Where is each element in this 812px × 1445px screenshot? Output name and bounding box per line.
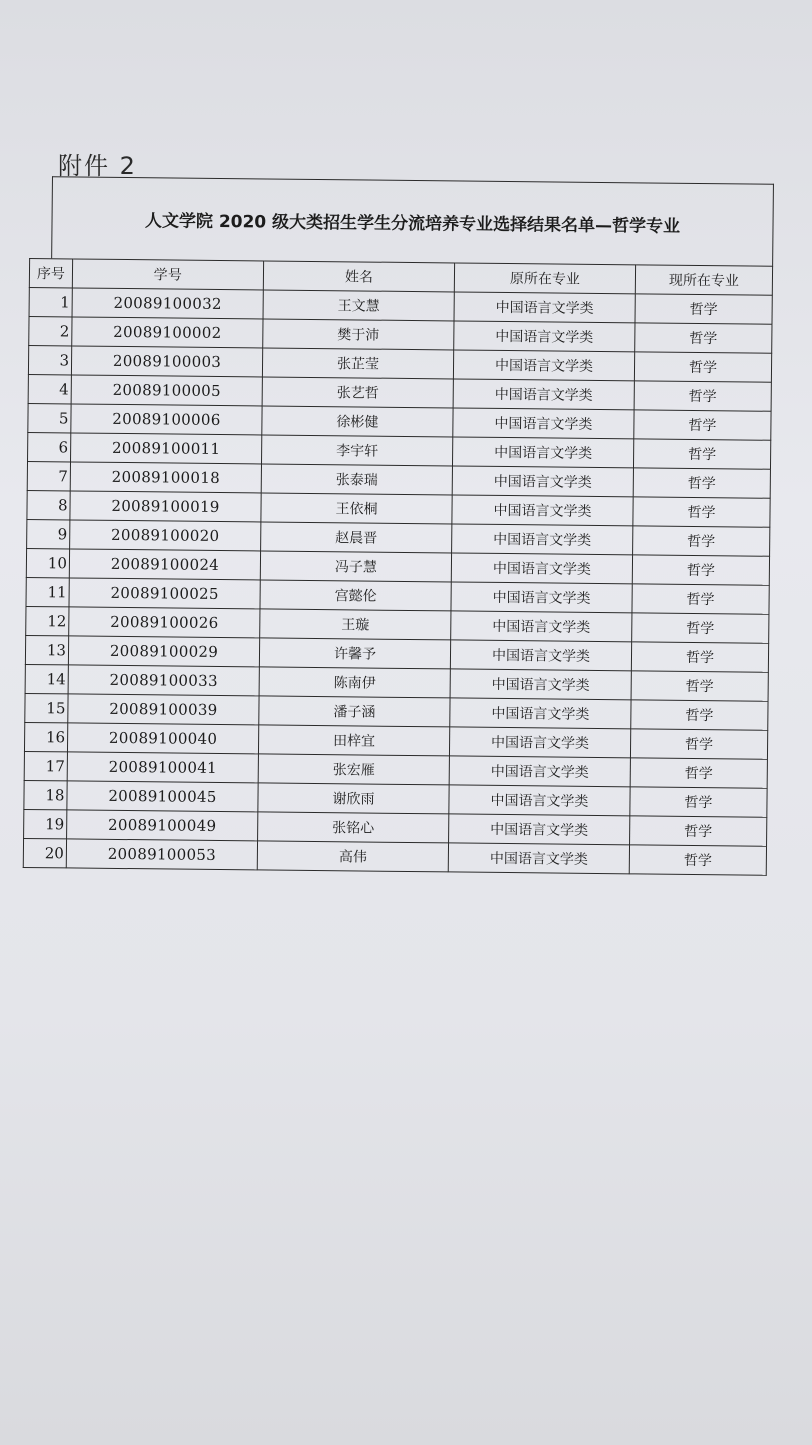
cell-seq: 13: [25, 635, 68, 664]
cell-current-major: 哲学: [630, 787, 767, 817]
cell-student-id: 20089100041: [67, 752, 258, 783]
cell-original-major: 中国语言文学类: [453, 379, 634, 410]
cell-original-major: 中国语言文学类: [449, 727, 630, 758]
cell-original-major: 中国语言文学类: [449, 814, 630, 845]
cell-name: 陈南伊: [259, 667, 450, 698]
cell-current-major: 哲学: [633, 439, 770, 469]
cell-original-major: 中国语言文学类: [453, 350, 634, 381]
cell-name: 张宏雁: [258, 754, 449, 785]
cell-student-id: 20089100032: [72, 288, 263, 319]
cell-original-major: 中国语言文学类: [450, 640, 631, 671]
cell-original-major: 中国语言文学类: [454, 321, 635, 352]
cell-original-major: 中国语言文学类: [452, 524, 633, 555]
cell-student-id: 20089100033: [68, 665, 259, 696]
cell-student-id: 20089100024: [69, 549, 260, 580]
cell-seq: 20: [23, 838, 66, 867]
cell-seq: 1: [29, 287, 72, 316]
header-student-id: 学号: [72, 259, 263, 290]
attachment-label: 附件 2: [58, 152, 137, 180]
cell-seq: 4: [28, 374, 71, 403]
cell-current-major: 哲学: [630, 816, 767, 846]
cell-current-major: 哲学: [634, 410, 771, 440]
header-original-major: 原所在专业: [454, 263, 635, 294]
cell-original-major: 中国语言文学类: [450, 669, 631, 700]
cell-current-major: 哲学: [629, 845, 766, 875]
cell-student-id: 20089100018: [70, 462, 261, 493]
cell-name: 张芷莹: [262, 348, 453, 379]
cell-current-major: 哲学: [630, 758, 767, 788]
cell-current-major: 哲学: [630, 729, 767, 759]
cell-name: 张艺哲: [262, 377, 453, 408]
cell-student-id: 20089100025: [69, 578, 260, 609]
cell-student-id: 20089100040: [67, 723, 258, 754]
cell-original-major: 中国语言文学类: [453, 408, 634, 439]
cell-current-major: 哲学: [635, 294, 772, 324]
cell-current-major: 哲学: [632, 613, 769, 643]
cell-name: 许馨予: [259, 638, 450, 669]
cell-original-major: 中国语言文学类: [449, 785, 630, 816]
cell-current-major: 哲学: [634, 352, 771, 382]
cell-name: 徐彬健: [262, 406, 453, 437]
cell-student-id: 20089100049: [67, 810, 258, 841]
cell-original-major: 中国语言文学类: [448, 843, 629, 874]
cell-name: 王依桐: [261, 493, 452, 524]
cell-student-id: 20089100002: [72, 317, 263, 348]
results-sheet: [23, 176, 780, 876]
cell-original-major: 中国语言文学类: [452, 495, 633, 526]
cell-seq: 12: [26, 606, 69, 635]
cell-current-major: 哲学: [632, 555, 769, 585]
cell-current-major: 哲学: [635, 323, 772, 353]
cell-original-major: 中国语言文学类: [451, 611, 632, 642]
cell-original-major: 中国语言文学类: [451, 582, 632, 613]
header-seq: 序号: [29, 259, 72, 288]
cell-seq: 2: [29, 316, 72, 345]
cell-current-major: 哲学: [632, 584, 769, 614]
cell-name: 潘子涵: [259, 696, 450, 727]
cell-current-major: 哲学: [631, 700, 768, 730]
cell-original-major: 中国语言文学类: [449, 756, 630, 787]
cell-name: 李宇轩: [261, 435, 452, 466]
cell-student-id: 20089100029: [68, 636, 259, 667]
cell-seq: 7: [27, 461, 70, 490]
cell-name: 高伟: [257, 841, 448, 872]
cell-seq: 17: [24, 751, 67, 780]
cell-seq: 8: [27, 490, 70, 519]
cell-student-id: 20089100006: [71, 404, 262, 435]
cell-name: 田梓宜: [258, 725, 449, 756]
cell-name: 宫懿伦: [260, 580, 451, 611]
results-table: [23, 258, 773, 876]
cell-seq: 10: [26, 548, 69, 577]
cell-student-id: 20089100053: [66, 839, 257, 870]
cell-seq: 15: [25, 693, 68, 722]
cell-current-major: 哲学: [633, 468, 770, 498]
cell-seq: 9: [27, 519, 70, 548]
cell-seq: 3: [28, 345, 71, 374]
cell-student-id: 20089100020: [70, 520, 261, 551]
cell-original-major: 中国语言文学类: [451, 553, 632, 584]
cell-student-id: 20089100026: [69, 607, 260, 638]
cell-seq: 6: [28, 432, 71, 461]
cell-seq: 18: [24, 780, 67, 809]
cell-name: 冯子慧: [260, 551, 451, 582]
cell-seq: 5: [28, 403, 71, 432]
header-name: 姓名: [263, 261, 454, 292]
cell-name: 王文慧: [263, 290, 454, 321]
cell-name: 樊于沛: [263, 319, 454, 350]
cell-original-major: 中国语言文学类: [454, 292, 635, 323]
cell-student-id: 20089100011: [71, 433, 262, 464]
cell-seq: 16: [24, 722, 67, 751]
cell-seq: 14: [25, 664, 68, 693]
cell-current-major: 哲学: [633, 497, 770, 527]
cell-student-id: 20089100003: [71, 346, 262, 377]
cell-current-major: 哲学: [631, 642, 768, 672]
header-current-major: 现所在专业: [635, 265, 772, 295]
cell-seq: 11: [26, 577, 69, 606]
cell-original-major: 中国语言文学类: [452, 466, 633, 497]
cell-student-id: 20089100005: [71, 375, 262, 406]
cell-current-major: 哲学: [631, 671, 768, 701]
cell-name: 赵晨晋: [261, 522, 452, 553]
cell-student-id: 20089100045: [67, 781, 258, 812]
cell-original-major: 中国语言文学类: [452, 437, 633, 468]
cell-original-major: 中国语言文学类: [450, 698, 631, 729]
cell-current-major: 哲学: [633, 526, 770, 556]
cell-name: 张铭心: [258, 812, 449, 843]
cell-name: 谢欣雨: [258, 783, 449, 814]
cell-name: 张泰瑞: [261, 464, 452, 495]
cell-student-id: 20089100019: [70, 491, 261, 522]
document-title: 人文学院 2020 级大类招生学生分流培养专业选择结果名单—哲学专业: [51, 176, 774, 266]
cell-student-id: 20089100039: [68, 694, 259, 725]
cell-seq: 19: [24, 809, 67, 838]
cell-current-major: 哲学: [634, 381, 771, 411]
cell-name: 王璇: [260, 609, 451, 640]
